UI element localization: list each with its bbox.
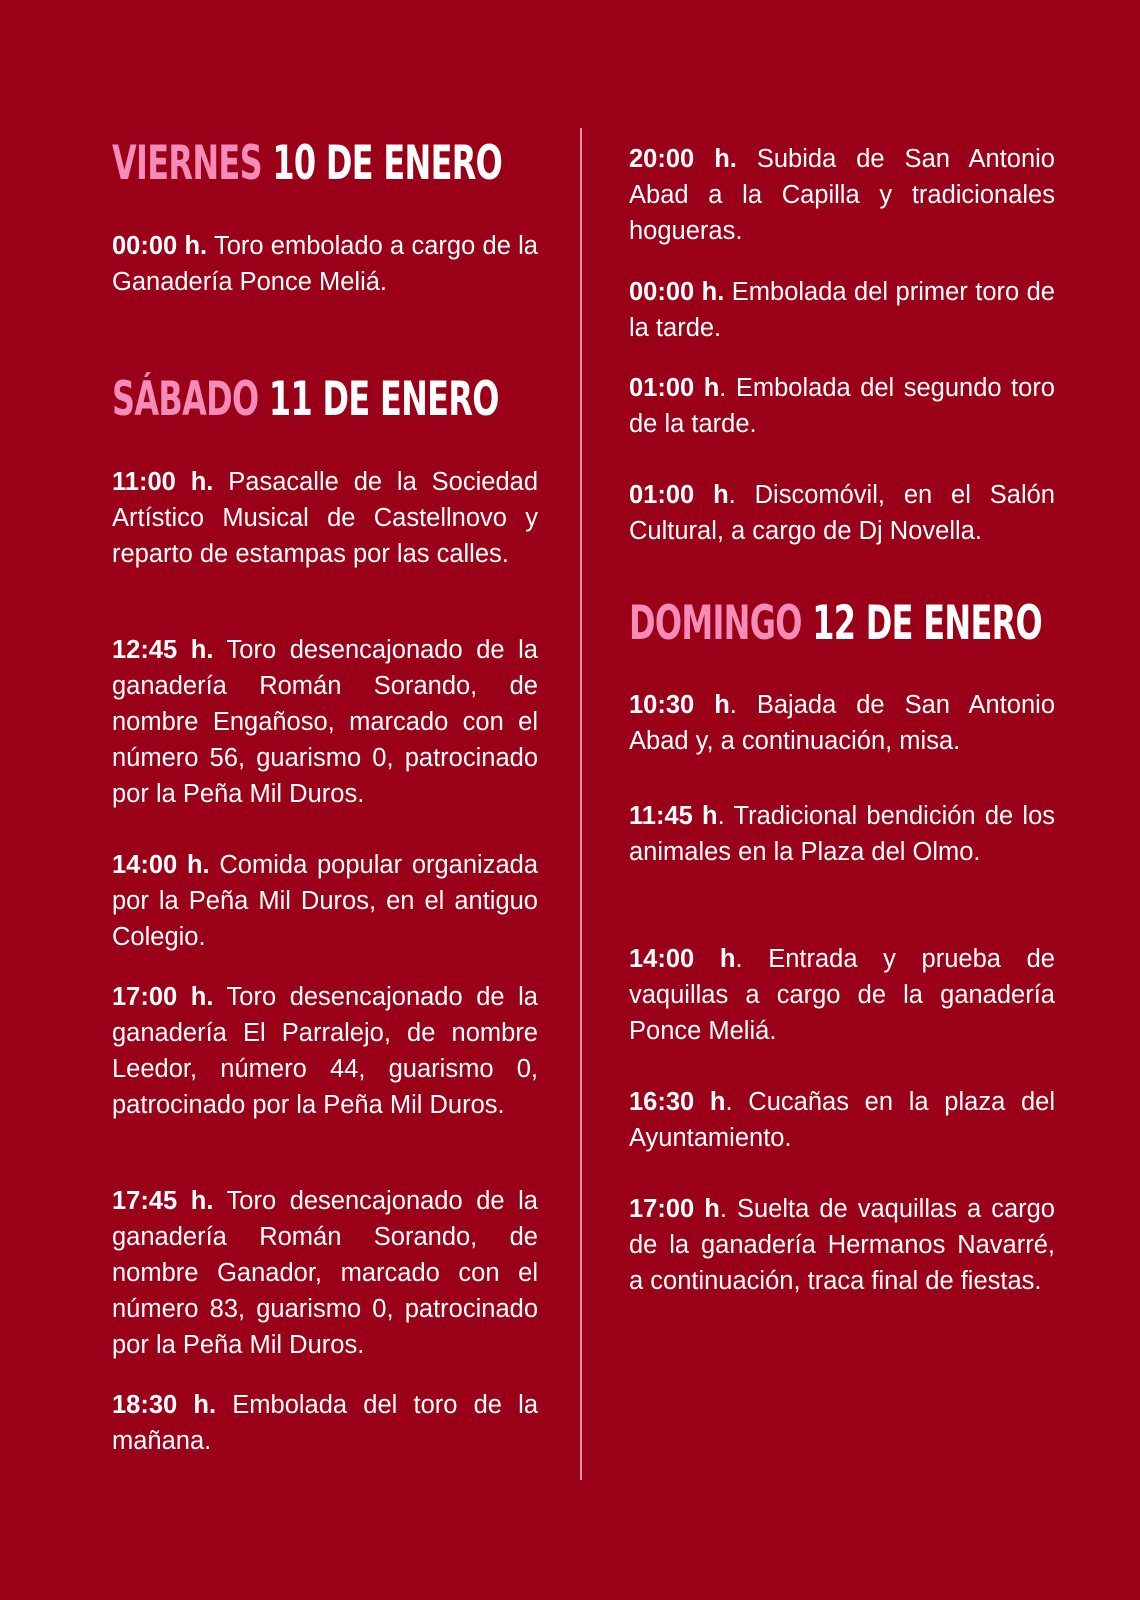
event-item (112, 979, 538, 1123)
event-time: 17:00 h. (112, 983, 214, 1011)
event-text: Embolada del toro de la mañana. (112, 1391, 539, 1455)
event-text: Toro desencajonado de la ganadería Román Sorando, de nombre Ganador, marcado con el número 83, guarismo 0, patrocinado por la Peña Mil Duros. (112, 1187, 538, 1359)
event-item (629, 477, 1055, 549)
event-time: 16:30 h (629, 1088, 726, 1116)
event-time: 01:00 h (629, 481, 729, 509)
event-text: Embolada del primer toro de la tarde. (629, 278, 1055, 342)
heading-viernes (112, 136, 503, 191)
event-item (629, 798, 1055, 870)
event-text: . Discomóvil, en el Salón Cultural, a cargo de Dj Novella. (629, 481, 1055, 545)
event-text: . Cucañas en la plaza del Ayuntamiento. (629, 1088, 1055, 1152)
event-item (629, 274, 1055, 346)
event-item (629, 1191, 1055, 1299)
heading-day: VIERNES (112, 136, 262, 191)
event-time: 17:00 h (629, 1195, 720, 1223)
event-time: 10:30 h (629, 691, 730, 719)
event-item (629, 1084, 1055, 1156)
event-time: 01:00 h (629, 374, 720, 402)
event-item (629, 687, 1055, 759)
heading-date: 11 DE ENERO (268, 372, 499, 427)
event-text: Toro desencajonado de la ganadería El Parralejo, de nombre Leedor, número 44, guarismo 0, patrocinado por la Peña Mil Duros. (112, 983, 538, 1119)
event-time: 11:00 h. (112, 468, 214, 496)
heading-day: SÁBADO (112, 372, 259, 427)
event-text: . Suelta de vaquillas a cargo de la ganadería Hermanos Navarré, a continuación, traca final de fiestas. (629, 1195, 1055, 1295)
event-text: Pasacalle de la Sociedad Artístico Musical de Castellnovo y reparto de estampas por las calles. (112, 468, 538, 568)
column-divider (580, 128, 582, 1480)
event-text: . Entrada y prueba de vaquillas a cargo de la ganadería Ponce Meliá. (629, 945, 1055, 1045)
event-item (629, 141, 1055, 249)
event-item (112, 228, 538, 300)
event-item (112, 464, 538, 572)
heading-day: DOMINGO (629, 596, 802, 651)
event-text: . Embolada del segundo toro de la tarde. (629, 374, 1055, 438)
event-item (629, 370, 1055, 442)
event-text: . Bajada de San Antonio Abad y, a continuación, misa. (629, 691, 1055, 755)
event-time: 00:00 h. (112, 232, 208, 260)
event-text: Comida popular organizada por la Peña Mil Duros, en el antiguo Colegio. (112, 851, 538, 951)
event-time: 12:45 h. (112, 636, 214, 664)
heading-date: 10 DE ENERO (272, 136, 503, 191)
event-time: 11:45 h (629, 802, 718, 830)
event-item (112, 632, 538, 812)
event-text: . Tradicional bendición de los animales en la Plaza del Olmo. (629, 802, 1055, 866)
event-text: Toro embolado a cargo de la Ganadería Ponce Meliá. (112, 232, 538, 296)
heading-date: 12 DE ENERO (812, 596, 1043, 651)
event-item (629, 941, 1055, 1049)
event-time: 17:45 h. (112, 1187, 214, 1215)
heading-sabado (112, 372, 499, 427)
event-time: 20:00 h. (629, 145, 737, 173)
event-time: 18:30 h. (112, 1391, 217, 1419)
event-time: 14:00 h. (112, 851, 210, 879)
event-text: Subida de San Antonio Abad a la Capilla y tradicionales hogueras. (629, 145, 1055, 245)
event-item (112, 847, 538, 955)
event-item (112, 1183, 538, 1363)
event-time: 00:00 h. (629, 278, 725, 306)
heading-domingo (629, 596, 1043, 651)
event-time: 14:00 h (629, 945, 736, 973)
event-text: Toro desencajonado de la ganadería Román Sorando, de nombre Engañoso, marcado con el número 56, guarismo 0, patrocinado por la Peña Mil Duros. (112, 636, 538, 808)
event-item (112, 1387, 538, 1459)
